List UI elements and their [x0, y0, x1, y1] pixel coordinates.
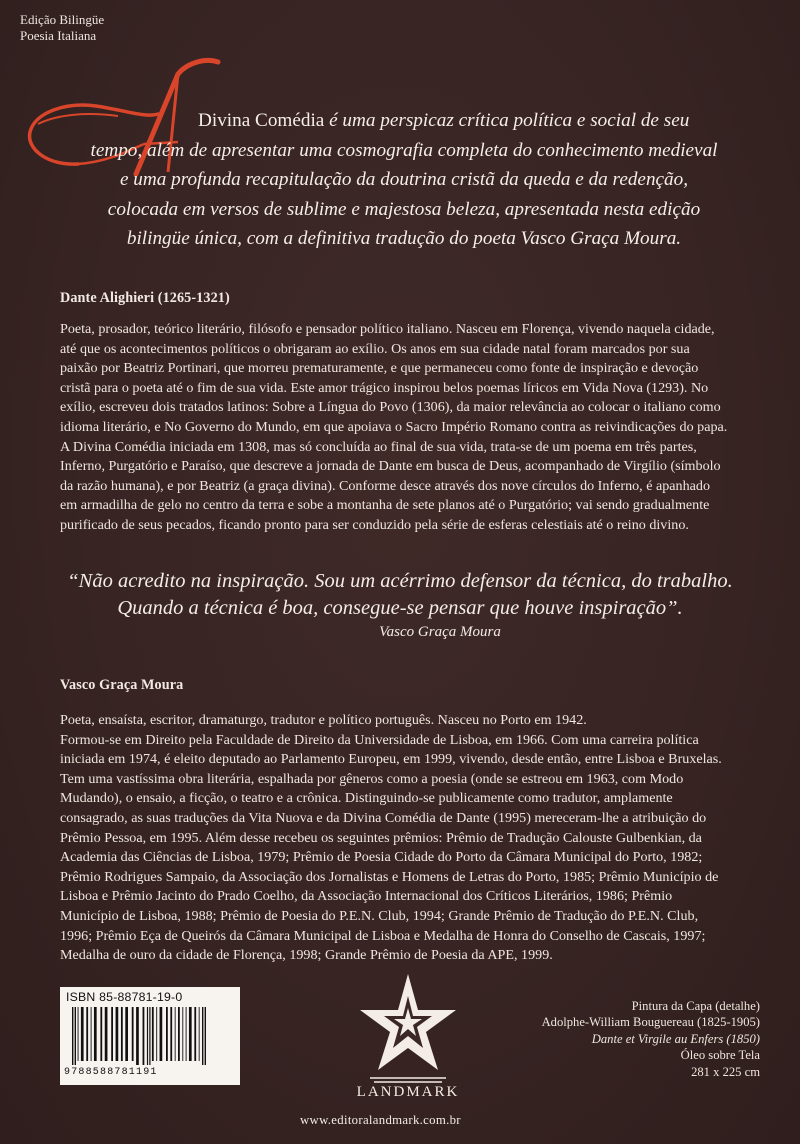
barcode-bar [94, 1007, 97, 1061]
barcode-bar [78, 1007, 79, 1061]
intro-line-5: bilingüe única, com a definitiva tradução do poeta Vasco Graça Moura. [126, 228, 682, 249]
barcode-bar [125, 1007, 128, 1061]
barcode-bar [170, 1007, 172, 1061]
credits-line-1: Pintura da Capa (detalhe) [631, 999, 760, 1013]
credits-line-3: Dante et Virgile au Enfers (1850) [591, 1031, 760, 1046]
vasco-line: 1996; Prêmio Eça de Queirós da Câmara Municipal de Lisboa e Medalha de Honra do Conselho de Cascais, 1997; [60, 927, 706, 944]
isbn-barcode-box [60, 987, 240, 1085]
publisher-url[interactable]: www.editoralandmark.com.br [300, 1113, 461, 1127]
dante-line: purificado de seus pecados, ficando pronto para ser conduzido pela série de esferas celestiais até o reino divino. [60, 516, 689, 533]
intro-title-term: Divina Comédia [198, 110, 325, 131]
barcode-bar [202, 1007, 203, 1065]
credits-line-5: 281 x 225 cm [691, 1064, 760, 1079]
dante-line: Poeta, prosador, teórico literário, filósofo e pensador político italiano. Nasceu em Florença, vivendo naquela cidade, [60, 321, 715, 337]
barcode-bar [136, 1007, 139, 1065]
intro-paragraph [74, 106, 734, 254]
barcode-bar [152, 1007, 154, 1061]
barcode-bar [205, 1007, 206, 1065]
barcode-bar [81, 1007, 84, 1061]
barcode-bar [121, 1007, 123, 1061]
barcode-bar [100, 1007, 102, 1061]
dante-line: idioma literário, e No Governo do Mundo, em que apoiava o Sacro Império Romano contra as reivindicações do papa. [60, 418, 728, 435]
barcode-bar [199, 1007, 200, 1061]
barcode-bar [166, 1007, 168, 1061]
quote-author: Vasco Graça Moura [379, 624, 501, 640]
vasco-line: Medalha de ouro da cidade de Florença, 1998; Grande Prêmio de Poesia da APE, 1999. [60, 947, 553, 964]
intro-line-4: colocada em versos de sublime e majestosa beleza, apresentada nesta edição [107, 198, 701, 220]
vasco-line: Formou-se em Direito pela Faculdade de Direito da Universidade de Lisboa, em 1966. Com uma carreira política [60, 731, 699, 748]
barcode-bar [147, 1007, 148, 1065]
vasco-line: Tem uma vastíssima obra literária, espalhada por gêneros como a poesia (onde se estreou em 1963, com Modo [60, 770, 684, 787]
vasco-line: Prêmio Pessoa, em 1995. Além desse recebeu os seguintes prêmios: Prêmio de Tradução Calouste Gulbenkian, da [60, 829, 702, 846]
dante-line: Inferno, Purgatório e Paraíso, que descreve a jornada de Dante em busca de Deus, acompanhado de Virgílio (símbolo [60, 458, 721, 475]
dante-line: até que os acontecimentos políticos o obrigaram ao exílio. Os anos em sua cidade natal foram marcados por sua [60, 340, 690, 357]
vasco-line: consagrado, as suas traduções da Vita Nuova e da Divina Comédia de Dante (1995) mereceram-lhe a atribuição do [60, 809, 707, 826]
barcode-bar [105, 1007, 108, 1061]
barcode-bar [189, 1007, 192, 1061]
vasco-line: Município de Lisboa, 1988; Prêmio de Poesia do P.E.N. Club, 1994; Grande Prêmio de Tradução do P.E.N. Club, [60, 907, 699, 924]
intro-line-2: tempo, além de apresentar uma cosmografia completa do conhecimento medieval [90, 139, 718, 161]
dante-line: exílio, escreveu dois tratados latinos: Sobre a Língua do Povo (1306), da maior relevância ao colocar o italiano como [60, 399, 721, 416]
isbn-label: ISBN 85-88781-19-0 [66, 990, 183, 1004]
vasco-heading: Vasco Graça Moura [60, 677, 184, 693]
barcode-bar [178, 1007, 180, 1061]
cover-credits [460, 998, 760, 1080]
credits-line-4: Óleo sobre Tela [680, 1048, 760, 1063]
vasco-line: Lisboa e Prêmio Jacinto do Prado Coelho, da Associação Internacional dos Críticos Literários, 1986; Prêmio [60, 888, 673, 905]
barcode-bar [75, 1007, 76, 1065]
intro-line-1 [74, 106, 734, 136]
dante-line: cristã para o poeta até o fim de sua vida. Este amor trágico inspirou belos poemas líricos em Vida Nova (1293). No [60, 379, 709, 396]
barcode-bar [160, 1007, 163, 1061]
dante-line: em armadilha de gelo no centro da terra e sobe a montanha de sete planos até o Purgatório; vai sendo gradualmente [60, 497, 710, 514]
dante-heading: Dante Alighieri (1265-1321) [60, 290, 230, 306]
dante-line: da razão humana), e por Beatriz (a graça divina). Conforme desce através dos nove círculos do Inferno, é apanhado [60, 477, 710, 494]
barcode-bar [149, 1007, 150, 1065]
quote-line-2: Quando a técnica é boa, consegue-se pensar que houve inspiração”. [117, 597, 683, 619]
landmark-star-logo-icon [348, 968, 468, 1088]
barcode-bar [72, 1007, 73, 1065]
barcode-bar [156, 1007, 157, 1061]
dante-line: A Divina Comédia iniciada em 1308, mas só concluída ao final de sua vida, trata-se de um poema em três partes, [60, 438, 697, 455]
intro-line-1-rest: é uma perspicaz crítica política e social de seu [324, 110, 690, 131]
barcode-number: 9788588781191 [64, 1067, 158, 1078]
vasco-line: Poeta, ensaísta, escritor, dramaturgo, tradutor e político português. Nasceu no Porto em 1942. [60, 712, 587, 728]
author-quote [60, 568, 740, 642]
barcode-bar [194, 1007, 196, 1061]
quote-line-1: “Não acredito na inspiração. Sou um acérrimo defensor da técnica, do trabalho. [67, 570, 733, 592]
publisher-name: LANDMARK [356, 1084, 460, 1100]
dante-biography [60, 320, 750, 536]
vasco-line: iniciada em 1974, é eleito deputado ao Parlamento Europeu, em 1999, vivendo, desde então, entre Lisboa e Bruxelas. [60, 751, 722, 768]
series-line-1: Edição Bilingüe [20, 12, 105, 27]
series-label [20, 12, 104, 44]
vasco-line: Academia das Ciências de Lisboa, 1979; Prêmio de Poesia Cidade do Porto da Câmara Municipal do Porto, 1982; [60, 849, 703, 866]
barcode-bar [116, 1007, 119, 1061]
vasco-line: Mudando), o ensaio, a ficção, o teatro e a crônica. Distinguindo-se publicamente como tradutor, amplamente [60, 790, 673, 807]
barcode-bar [91, 1007, 92, 1061]
dante-line: paixão por Beatriz Portinari, que morreu prematuramente, e que permaneceu como fonte de inspiração e devoção [60, 360, 699, 377]
barcode-icon [68, 1007, 232, 1065]
series-line-2: Poesia Italiana [20, 28, 97, 43]
vasco-biography [60, 711, 750, 966]
barcode-bar [175, 1007, 176, 1061]
barcode-bar [86, 1007, 88, 1061]
barcode-bar [182, 1007, 183, 1061]
barcode-bar [132, 1007, 134, 1061]
barcode-bar [111, 1007, 113, 1061]
intro-line-3: e uma profunda recapitulação da doutrina cristã da queda e da redenção, [119, 169, 689, 190]
barcode-bar [186, 1007, 187, 1061]
vasco-line: Prêmio Rodrigues Sampaio, da Associação dos Jornalistas e Homens de Letras do Porto, 1985; Prêmio Município de [60, 868, 719, 885]
credits-line-2: Adolphe-William Bouguereau (1825-1905) [541, 1015, 760, 1030]
barcode-bar [143, 1007, 145, 1065]
